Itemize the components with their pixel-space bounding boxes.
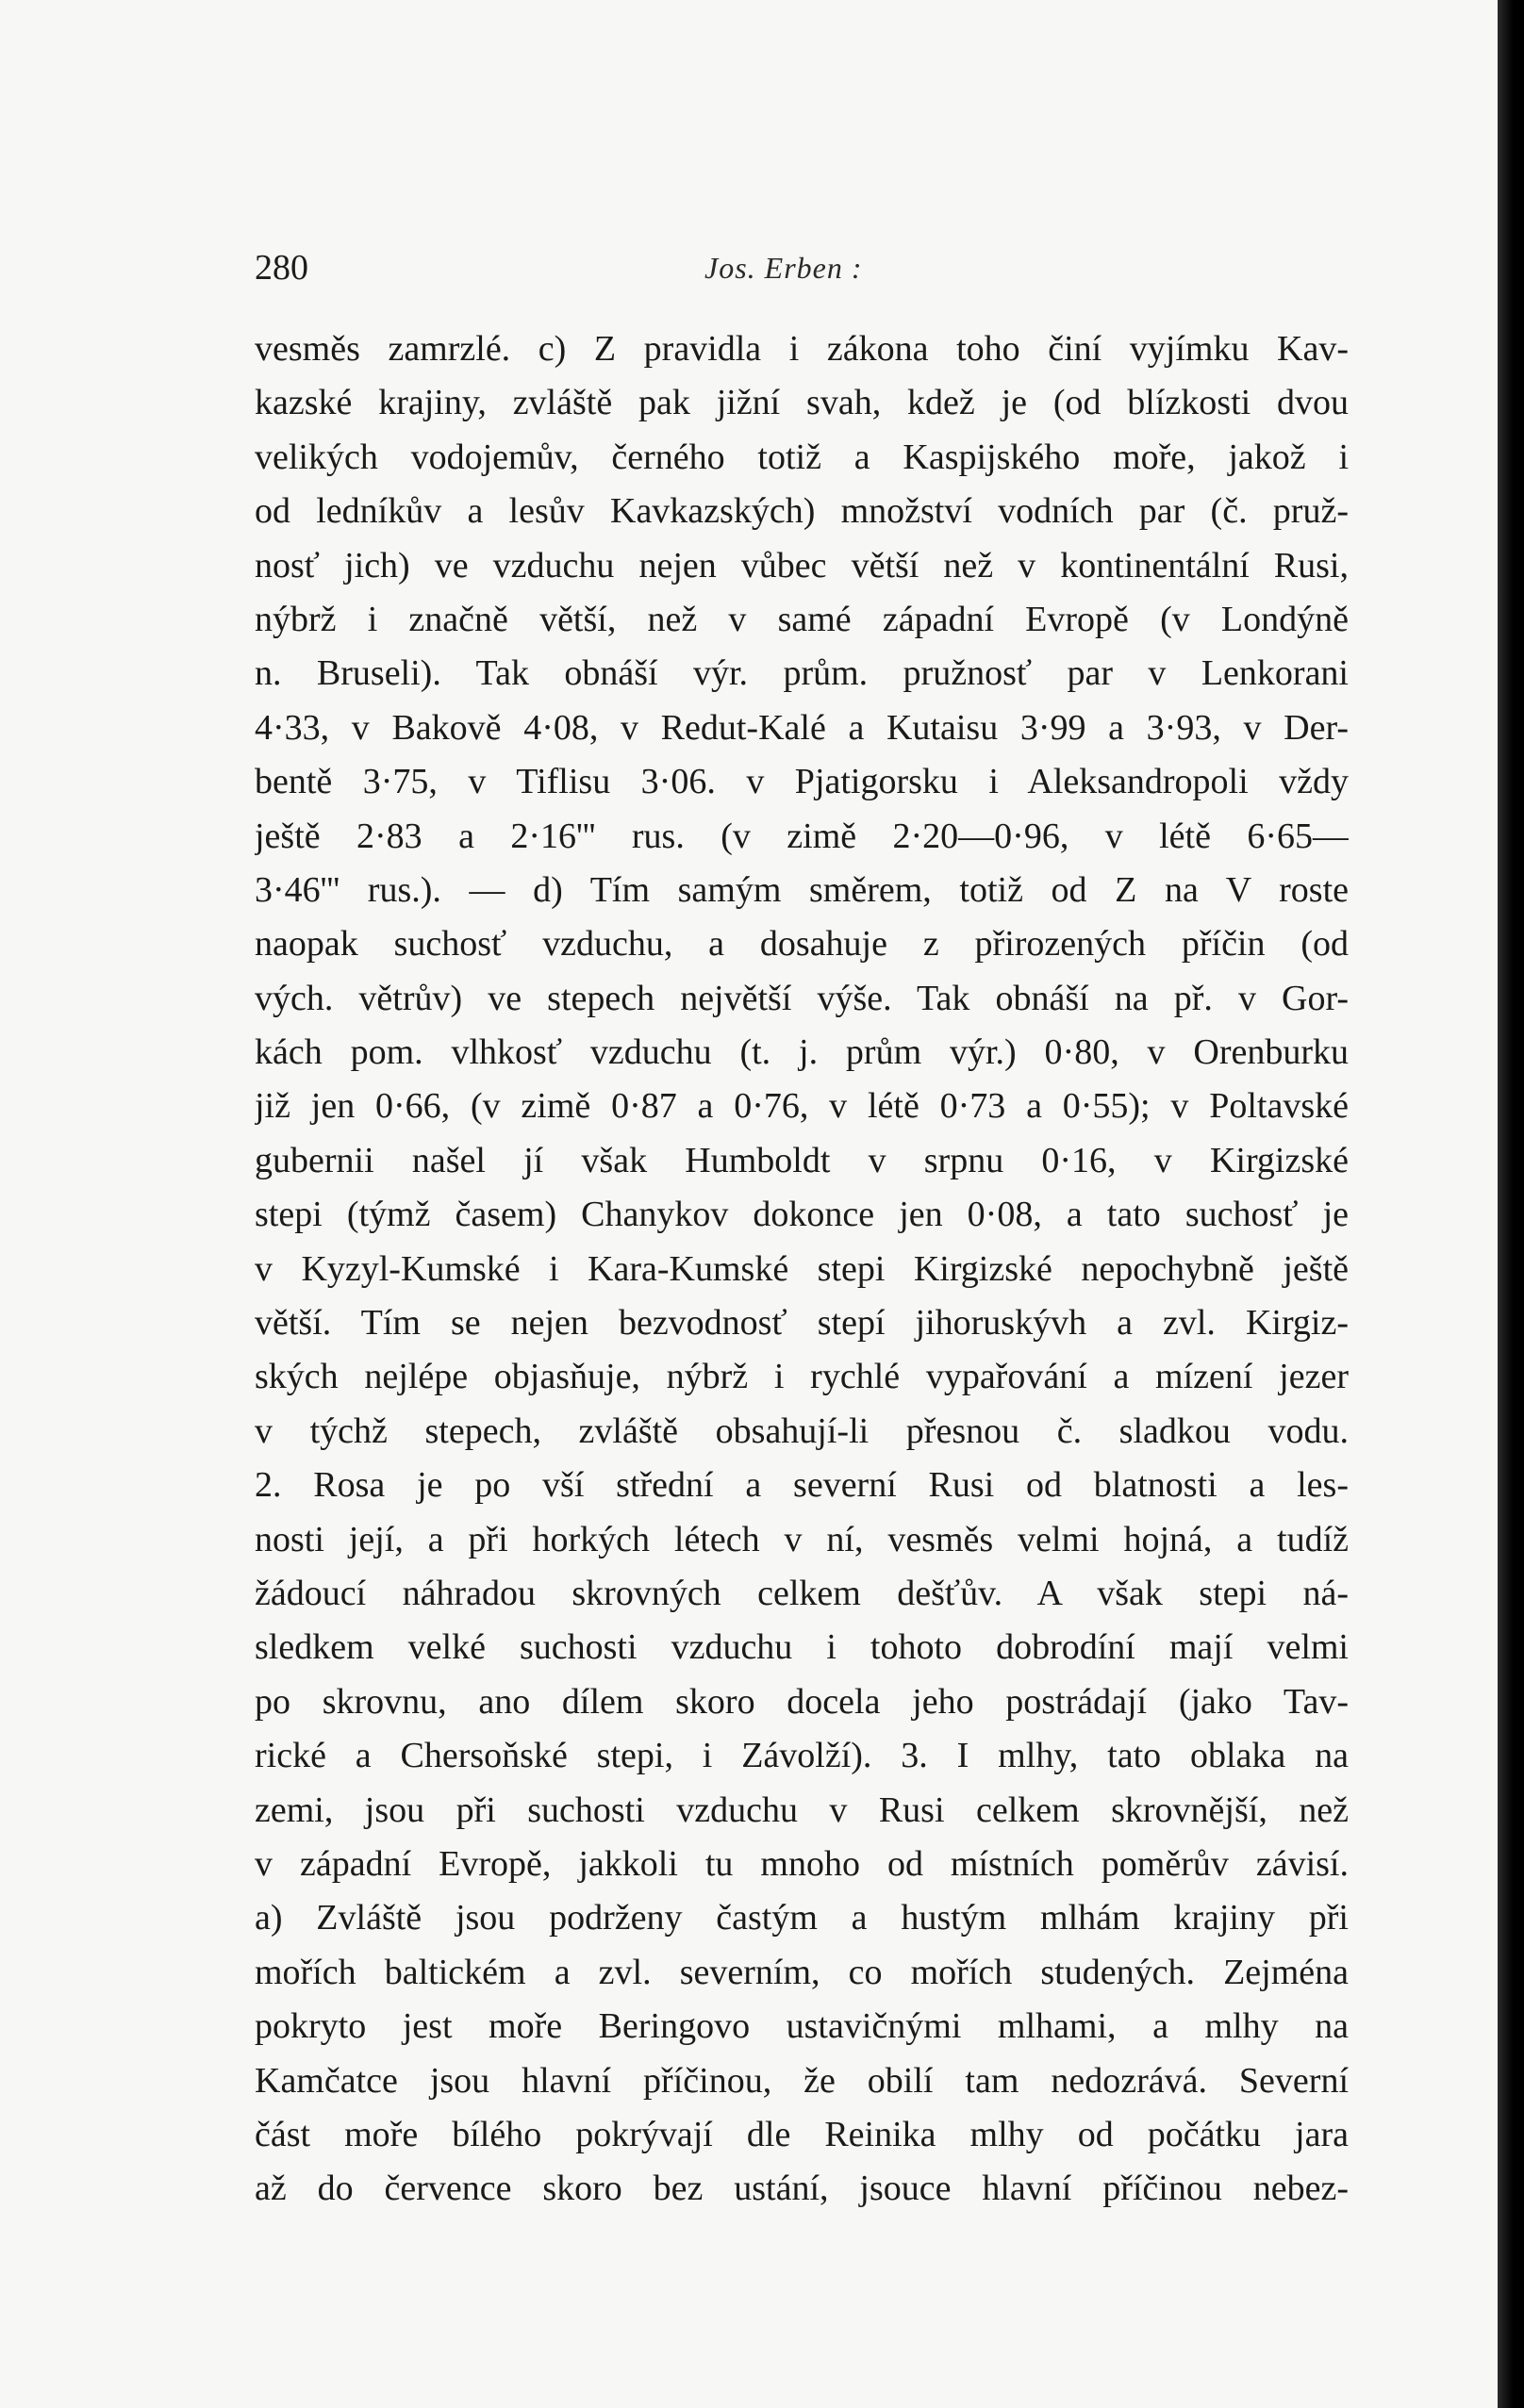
text-line: kazské krajiny, zvláště pak jižní svah, kdež je (od blízkosti dvou [255, 383, 1349, 423]
text-line: nosť jich) ve vzduchu nejen vůbec větší než v kontinentální Rusi, [255, 545, 1349, 586]
running-head: Jos. Erben : [704, 251, 863, 285]
text-line: naopak suchosť vzduchu, a dosahuje z přirozených příčin (od [255, 924, 1349, 965]
page-number: 280 [255, 248, 308, 288]
text-line: Kamčatce jsou hlavní příčinou, že obilí tam nedozrává. Severní [255, 2060, 1349, 2101]
text-line: vých. větrův) ve stepech největší výše. Tak obnáší na př. v Gor- [255, 978, 1349, 1018]
text-line: až do července skoro bez ustání, jsouce hlavní příčinou nebez- [255, 2169, 1349, 2209]
text-line: 4·33, v Bakově 4·08, v Redut-Kalé a Kutaisu 3·99 a 3·93, v Der- [255, 707, 1349, 748]
text-line: v Kyzyl-Kumské i Kara-Kumské stepi Kirgizské nepochybně ještě [255, 1248, 1349, 1289]
text-line: v západní Evropě, jakkoli tu mnoho od místních poměrův závisí. [255, 1843, 1349, 1884]
body-text [255, 322, 1349, 2217]
text-line: od ledníkův a lesův Kavkazských) množství vodních par (č. pruž- [255, 491, 1349, 532]
text-line: stepi (týmž časem) Chanykov dokonce jen 0·08, a tato suchosť je [255, 1195, 1349, 1235]
text-line: gubernii našel jí však Humboldt v srpnu 0·16, v Kirgizské [255, 1140, 1349, 1180]
text-line: část moře bílého pokrývají dle Reinika mlhy od počátku jara [255, 2114, 1349, 2154]
text-line: větší. Tím se nejen bezvodnosť stepí jihoruskývh a zvl. Kirgiz- [255, 1303, 1349, 1344]
text-line: žádoucí náhradou skrovných celkem dešťův. A však stepi ná- [255, 1573, 1349, 1613]
text-line: sledkem velké suchosti vzduchu i tohoto dobrodíní mají velmi [255, 1627, 1349, 1668]
text-line: rické a Chersoňské stepi, i Závolží). 3. I mlhy, tato oblaka na [255, 1736, 1349, 1776]
text-line: 3·46''' rus.). — d) Tím samým směrem, totiž od Z na V roste [255, 869, 1349, 910]
text-line: ještě 2·83 a 2·16''' rus. (v zimě 2·20—0·96, v létě 6·65— [255, 816, 1349, 856]
text-line: v týchž stepech, zvláště obsahují-li přesnou č. sladkou vodu. [255, 1410, 1349, 1451]
text-line: po skrovnu, ano dílem skoro docela jeho postrádají (jako Tav- [255, 1681, 1349, 1722]
text-line: nýbrž i značně větší, než v samé západní Evropě (v Londýně [255, 599, 1349, 639]
text-line: bentě 3·75, v Tiflisu 3·06. v Pjatigorsku i Aleksandropoli vždy [255, 762, 1349, 802]
text-line: nosti její, a při horkých létech v ní, vesměs velmi hojná, a tudíž [255, 1519, 1349, 1559]
text-line: n. Bruseli). Tak obnáší výr. prům. pružnosť par v Lenkorani [255, 653, 1349, 694]
text-line: a) Zvláště jsou podrženy častým a hustým mlhám krajiny při [255, 1898, 1349, 1938]
text-line: pokryto jest moře Beringovo ustavičnými mlhami, a mlhy na [255, 2006, 1349, 2047]
scan-edge-shadow [1498, 0, 1524, 2408]
text-line: již jen 0·66, (v zimě 0·87 a 0·76, v létě 0·73 a 0·55); v Poltavské [255, 1086, 1349, 1127]
text-line: mořích baltickém a zvl. severním, co mořích studených. Zejména [255, 1952, 1349, 1992]
text-line: 2. Rosa je po vší střední a severní Rusi od blatnosti a les- [255, 1465, 1349, 1506]
page-header [255, 247, 1349, 304]
text-line: ských nejlépe objasňuje, nýbrž i rychlé vypařování a mízení jezer [255, 1357, 1349, 1397]
text-line: vesměs zamrzlé. c) Z pravidla i zákona toho činí vyjímku Kav- [255, 329, 1349, 369]
text-line: zemi, jsou při suchosti vzduchu v Rusi celkem skrovnější, než [255, 1790, 1349, 1830]
text-line: kách pom. vlhkosť vzduchu (t. j. prům výr.) 0·80, v Orenburku [255, 1032, 1349, 1073]
text-line: velikých vodojemův, černého totiž a Kaspijského moře, jakož i [255, 437, 1349, 477]
